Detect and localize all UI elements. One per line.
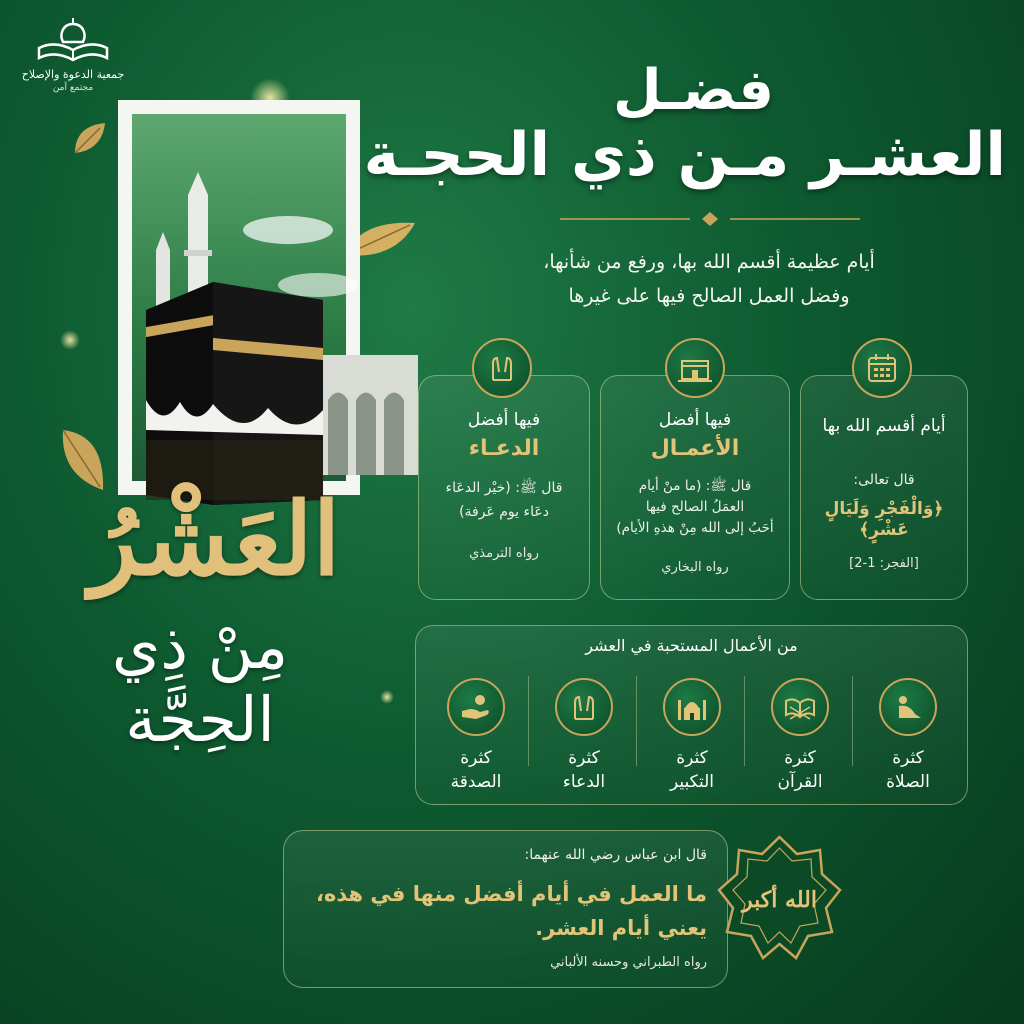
- card-gold-title: الأعمـال: [650, 436, 740, 461]
- intro-line2: وفضل العمل الصالح فيها على غيرها: [568, 285, 850, 307]
- page-title-line2: العشـر مـن ذي الحجـة: [363, 120, 1006, 190]
- mosque-icon: [663, 678, 721, 736]
- charity-hand-icon: [447, 678, 505, 736]
- dua-hands-icon: [555, 678, 613, 736]
- quote-line: ما العمل في أيام أفضل منها في هذه،: [316, 882, 707, 906]
- calendar-icon: [852, 338, 912, 398]
- allahu-akbar-badge: [712, 832, 847, 967]
- logo: [18, 18, 128, 108]
- act-label: كثرة الصدقة: [450, 748, 502, 792]
- quran-icon: [771, 678, 829, 736]
- card-verse: ﴿وَالْفَجْرِ وَلَيَالٍ عَشْرٍ﴾: [824, 499, 944, 540]
- quote-line: يعني أيام العشر.: [535, 916, 707, 940]
- card-hadith: [601, 476, 789, 539]
- acts-title: من الأعمال المستحبة في العشر: [585, 636, 798, 655]
- calligraphy-sub: مِنْ ذِي الحِجَّة: [111, 610, 289, 756]
- quote-intro: قال ابن عباس رضي الله عنهما:: [524, 847, 707, 863]
- calligraphy-main: العَشْرُ: [89, 480, 341, 598]
- book-and-mosque-icon: [33, 18, 113, 68]
- card-source: رواه البخاري: [661, 560, 729, 575]
- org-tagline: مجتمع آمن: [52, 83, 94, 93]
- card-best-dua: [418, 375, 590, 600]
- glow-particle: [380, 690, 394, 704]
- kaaba-icon: [665, 338, 725, 398]
- act-label: كثرة الصلاة: [886, 748, 930, 792]
- card-heading: أيام أقسم الله بها: [822, 416, 946, 436]
- card-lead: قال تعالى:: [853, 472, 915, 488]
- act-item: [858, 678, 958, 794]
- glow-particle: [60, 330, 80, 350]
- page-title-line1: فضـل: [613, 58, 774, 123]
- divider: [528, 676, 529, 766]
- hadith-line: دعَاء يوم عَرفة): [459, 504, 549, 520]
- divider: [636, 676, 637, 766]
- hadith-line: قال ﷺ: (ما منْ أيام: [638, 478, 752, 494]
- quote-text: [316, 877, 707, 945]
- card-source: رواه الترمذي: [469, 546, 539, 561]
- hadith-line: أحَبُ إلى الله مِنْ هذهِ الأيام): [616, 520, 774, 536]
- recommended-acts-panel: [415, 625, 968, 805]
- act-item: [534, 678, 634, 794]
- quote-source: رواه الطبراني وحسنه الألباني: [550, 955, 707, 970]
- quote-card: [283, 830, 728, 988]
- intro-text: [489, 245, 929, 313]
- card-source: [الفجر: 1-2]: [849, 556, 919, 571]
- hadith-line: العمَلُ الصالح فيها: [645, 499, 745, 515]
- badge-text: الله أكبر: [742, 887, 817, 913]
- prayer-icon: [879, 678, 937, 736]
- gold-leaf-icon: [70, 118, 110, 158]
- ornament-divider: [560, 212, 860, 226]
- act-label: كثرة الدعاء: [562, 748, 606, 792]
- divider: [852, 676, 853, 766]
- card-heading: فيها أفضل: [467, 410, 541, 430]
- act-item: [426, 678, 526, 794]
- act-label: كثرة التكبير: [669, 748, 715, 792]
- org-name: جمعية الدعوة والإصلاح: [21, 68, 125, 81]
- act-label: كثرة القرآن: [777, 748, 823, 792]
- act-item: [642, 678, 742, 794]
- act-item: [750, 678, 850, 794]
- card-oath-days: [800, 375, 968, 600]
- card-hadith: [419, 476, 589, 524]
- praying-hands-icon: [472, 338, 532, 398]
- card-gold-title: الدعـاء: [468, 436, 540, 461]
- intro-line1: أيام عظيمة أقسم الله بها، ورفع من شأنها،: [543, 251, 875, 273]
- divider: [744, 676, 745, 766]
- hadith-line: قال ﷺ: (خيْر الدعَاء: [445, 480, 563, 496]
- card-heading: فيها أفضل: [658, 410, 732, 430]
- card-best-deeds: [600, 375, 790, 600]
